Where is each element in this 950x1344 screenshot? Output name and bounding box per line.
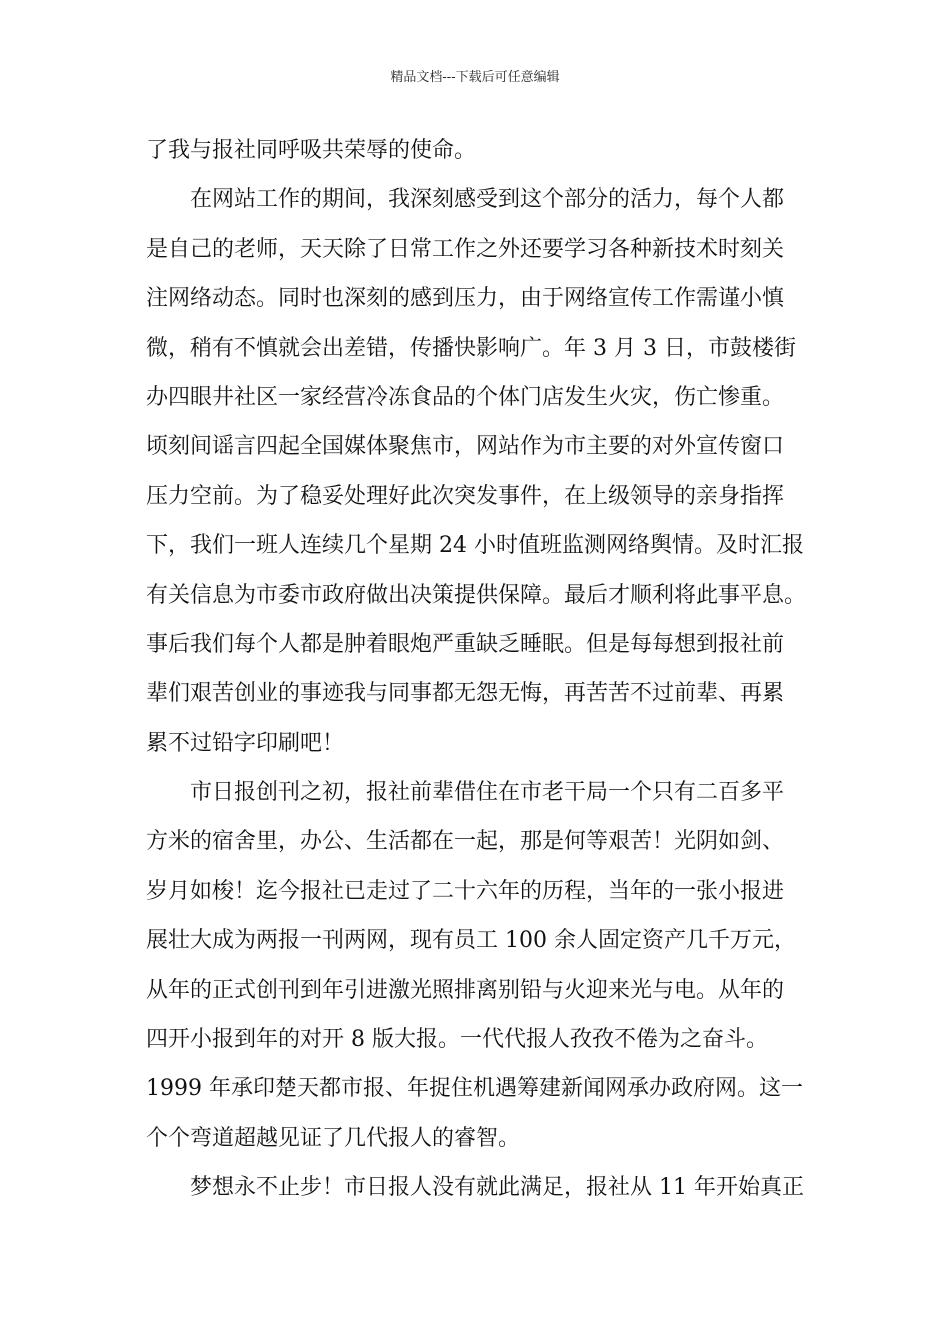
text-line: 1999 年承印楚天都市报、年捉住机遇筹建新闻网承办政府网。这一 bbox=[146, 1076, 803, 1102]
text-line: 下，我们一班人连续几个星期 24 小时值班监测网络舆情。及时汇报 bbox=[146, 533, 804, 559]
text-line: 压力空前。为了稳妥处理好此次突发事件，在上级领导的亲身指挥 bbox=[146, 483, 785, 509]
text-line: 办四眼井社区一家经营冷冻食品的个体门店发生火灾，伤亡惨重。 bbox=[146, 384, 785, 410]
page-header: 精品文档---下载后可任意编辑 bbox=[390, 70, 560, 85]
text-line: 事后我们每个人都是肿着眼炮严重缺乏睡眠。但是每每想到报社前 bbox=[146, 631, 785, 657]
text-line: 注网络动态。同时也深刻的感到压力，由于网络宣传工作需谨小慎 bbox=[146, 286, 785, 312]
text-line: 岁月如梭！迄今报社已走过了二十六年的历程，当年的一张小报进 bbox=[146, 878, 785, 904]
text-line: 辈们艰苦创业的事迹我与同事都无怨无悔，再苦苦不过前辈、再累 bbox=[146, 681, 785, 707]
text-line: 四开小报到年的对开 8 版大报。一代代报人孜孜不倦为之奋斗。 bbox=[146, 1027, 768, 1053]
text-line: 展壮大成为两报一刊两网，现有员工 100 余人固定资产几千万元， bbox=[146, 928, 796, 954]
text-line: 梦想永不止步！市日报人没有就此满足，报社从 11 年开始真正 bbox=[190, 1175, 804, 1201]
text-line: 在网站工作的期间，我深刻感受到这个部分的活力，每个人都 bbox=[190, 187, 785, 213]
text-line: 方米的宿舍里，办公、生活都在一起，那是何等艰苦！光阴如剑、 bbox=[146, 829, 785, 855]
text-line: 顷刻间谣言四起全国媒体聚焦市，网站作为市主要的对外宣传窗口 bbox=[146, 434, 785, 460]
text-line: 累不过铅字印刷吧！ bbox=[146, 730, 345, 756]
text-line: 是自己的老师，天天除了日常工作之外还要学习各种新技术时刻关 bbox=[146, 236, 785, 262]
text-line: 有关信息为市委市政府做出决策提供保障。最后才顺利将此事平息。 bbox=[146, 582, 807, 608]
text-line: 市日报创刊之初，报社前辈借住在市老干局一个只有二百多平 bbox=[190, 780, 785, 806]
text-line: 个个弯道超越见证了几代报人的睿智。 bbox=[146, 1125, 521, 1151]
text-line: 微，稍有不慎就会出差错，传播快影响广。年 3 月 3 日，市鼓楼街 bbox=[146, 335, 796, 361]
text-line: 了我与报社同呼吸共荣辱的使命。 bbox=[146, 138, 477, 163]
text-line: 从年的正式创刊到年引进激光照排离别铅与火迎来光与电。从年的 bbox=[146, 977, 785, 1003]
document-body bbox=[146, 126, 826, 1213]
